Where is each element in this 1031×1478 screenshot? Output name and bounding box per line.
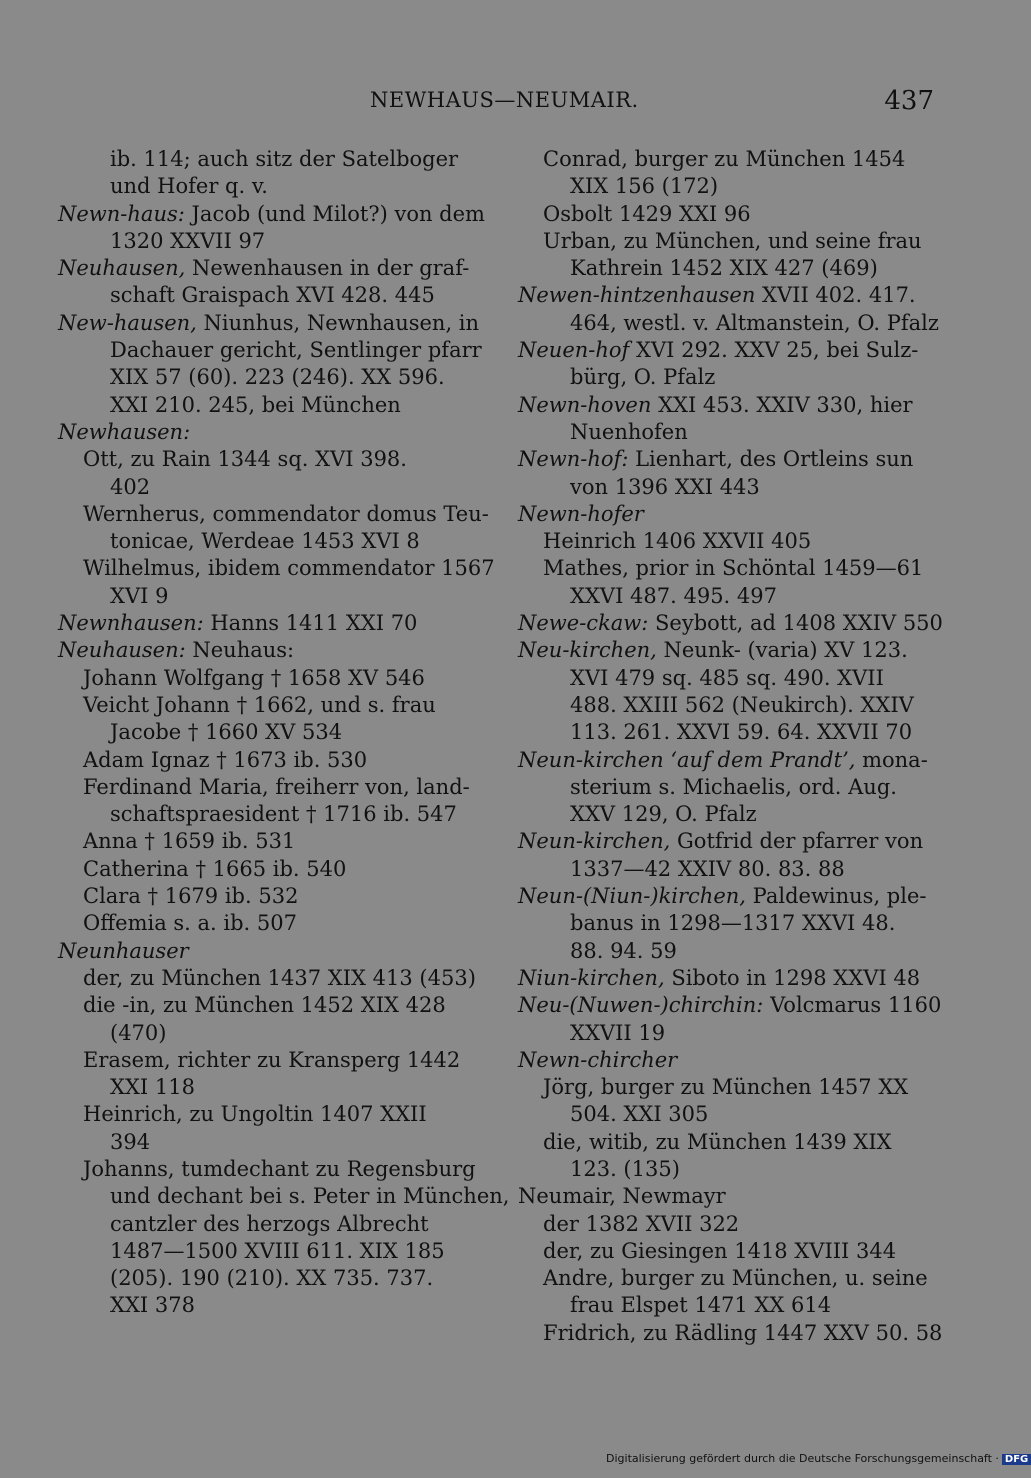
entry-text: (470) — [110, 1020, 167, 1045]
entry-text: Adam Ignaz † 1673 ib. 530 — [83, 747, 368, 772]
entry-text: Neumair, Newmayr — [518, 1184, 726, 1209]
index-line — [518, 774, 942, 801]
index-line — [518, 528, 942, 555]
entry-text: bürg, O. Pfalz — [570, 365, 716, 390]
entry-text: Hanns 1411 XXI 70 — [203, 611, 418, 636]
footer-text: Digitalisierung gefördert durch die Deutsche Forschungsgemeinschaft · — [606, 1452, 999, 1465]
entry-headword: Newe-ckaw: — [518, 611, 649, 636]
entry-text: schaftspraesident † 1716 ib. 547 — [110, 802, 457, 827]
entry-text: tonicae, Werdeae 1453 XVI 8 — [110, 529, 420, 554]
entry-text: 488. XXIII 562 (Neukirch). XXIV — [570, 692, 914, 717]
index-line — [518, 228, 942, 255]
index-line — [58, 228, 480, 255]
entry-text: Jacobe † 1660 XV 534 — [110, 720, 343, 745]
index-line — [58, 392, 480, 419]
entry-text: von 1396 XXI 443 — [570, 474, 760, 499]
entry-text: frau Elspet 1471 XX 614 — [570, 1293, 832, 1318]
index-line — [518, 801, 942, 828]
entry-text: ib. 114; auch sitz der Satelboger — [110, 147, 459, 171]
entry-text: Newenhausen in der graf- — [185, 256, 470, 281]
index-line — [518, 965, 942, 992]
index-line — [518, 501, 942, 528]
index-line — [58, 1156, 480, 1183]
entry-text: Dachauer gericht, Sentlinger pfarr — [110, 338, 482, 363]
entry-text: XXI 210. 245, bei München — [110, 392, 401, 417]
entry-text: XVI 292. XXV 25, bei Sulz- — [629, 338, 919, 363]
entry-headword: Neuhausen, — [58, 256, 186, 281]
index-line — [518, 610, 942, 637]
index-line — [58, 474, 480, 501]
entry-headword: Neuhausen: — [58, 638, 186, 663]
index-line — [518, 1211, 942, 1238]
entry-text: Clara † 1679 ib. 532 — [83, 884, 299, 909]
index-line — [58, 310, 480, 337]
index-line — [518, 828, 942, 855]
entry-text: (205). 190 (210). XX 735. 737. — [110, 1266, 434, 1291]
entry-text: 504. XXI 305 — [570, 1102, 709, 1127]
entry-text: Ferdinand Maria, freiherr von, land- — [83, 774, 470, 799]
index-line — [58, 364, 480, 391]
index-line — [58, 446, 480, 473]
entry-text: Urban, zu München, und seine frau — [543, 228, 922, 253]
index-line — [58, 774, 480, 801]
entry-text: Fridrich, zu Rädling 1447 XXV 50. 58 — [543, 1320, 943, 1345]
index-line — [518, 282, 942, 309]
index-line — [58, 419, 480, 446]
index-line — [58, 1074, 480, 1101]
entry-text: Erasem, richter zu Kransperg 1442 — [83, 1047, 461, 1072]
entry-text: der, zu München 1437 XIX 413 (453) — [83, 965, 476, 990]
index-line — [58, 610, 480, 637]
entry-text: Heinrich 1406 XXVII 405 — [543, 529, 812, 554]
index-line — [58, 255, 480, 282]
entry-text: Lienhart, des Ortleins sun — [628, 447, 914, 472]
entry-headword: Neuen-hof — [518, 338, 630, 363]
entry-headword: New-hausen, — [58, 310, 197, 335]
entry-text: Jörg, burger zu München 1457 XX — [543, 1075, 909, 1100]
entry-text: banus in 1298—1317 XXVI 48. — [570, 911, 896, 936]
entry-text: Gotfrid der pfarrer von — [670, 829, 924, 854]
index-line — [58, 1020, 480, 1047]
index-line — [518, 392, 942, 419]
entry-headword: Newn-hoven — [518, 392, 652, 417]
entry-text: Neuhaus: — [185, 638, 295, 663]
index-line — [518, 992, 942, 1019]
entry-text: der 1382 XVII 322 — [543, 1211, 740, 1236]
index-line — [518, 910, 942, 937]
right-column — [518, 146, 942, 1347]
footer-credit — [606, 1452, 1031, 1465]
entry-text: XXI 453. XXIV 330, hier — [651, 392, 913, 417]
entry-text: Volcmarus 1160 — [763, 993, 942, 1018]
entry-headword: Neun-kirchen, — [518, 829, 671, 854]
entry-headword: Neun-kirchen ‘auf dem Prandt’, — [518, 747, 856, 772]
index-line — [518, 1020, 942, 1047]
index-line — [58, 992, 480, 1019]
left-column — [58, 146, 510, 1320]
entry-text: Veicht Johann † 1662, und s. frau — [83, 692, 436, 717]
index-line — [58, 692, 480, 719]
entry-text: XXV 129, O. Pfalz — [570, 802, 757, 827]
index-line — [518, 1292, 942, 1319]
index-line — [518, 1265, 942, 1292]
entry-text: Anna † 1659 ib. 531 — [83, 829, 296, 854]
entry-headword: Newn-hofer — [518, 501, 644, 526]
index-line — [518, 364, 942, 391]
index-line — [58, 555, 495, 582]
index-line — [58, 146, 480, 173]
entry-text: Nuenhofen — [570, 419, 688, 444]
entry-headword: Neu-(Nuwen-)chirchin: — [518, 993, 764, 1018]
index-line — [518, 856, 942, 883]
index-line — [518, 474, 942, 501]
index-line — [518, 173, 942, 200]
entry-text: sterium s. Michaelis, ord. Aug. — [570, 774, 897, 799]
entry-text: XIX 156 (172) — [570, 174, 719, 199]
entry-text: schaft Graispach XVI 428. 445 — [110, 283, 435, 308]
entry-text: Neunk- (varia) XV 123. — [656, 638, 908, 663]
entry-headword: Newen-hintzenhausen — [518, 283, 756, 308]
running-title: NEWHAUS—NEUMAIR. — [370, 88, 639, 112]
entry-text: Andre, burger zu München, u. seine — [543, 1266, 928, 1291]
index-line — [58, 1238, 480, 1265]
entry-text: 1320 XXVII 97 — [110, 228, 266, 253]
entry-text: Johann Wolfgang † 1658 XV 546 — [83, 665, 425, 690]
index-line — [518, 146, 942, 173]
index-line — [518, 1074, 942, 1101]
index-line — [518, 1183, 942, 1210]
entry-headword: Neu-kirchen, — [518, 638, 657, 663]
entry-text: Siboto in 1298 XXVI 48 — [664, 965, 921, 990]
index-line — [58, 747, 480, 774]
index-line — [518, 665, 942, 692]
index-line — [518, 446, 942, 473]
entry-text: cantzler des herzogs Albrecht — [110, 1211, 429, 1236]
index-line — [58, 201, 485, 228]
entry-text: Offemia s. a. ib. 507 — [83, 911, 297, 936]
index-line — [518, 1101, 942, 1128]
entry-text: Heinrich, zu Ungoltin 1407 XXII — [83, 1102, 427, 1127]
entry-text: 464, westl. v. Altmanstein, O. Pfalz — [570, 310, 939, 335]
entry-text: Kathrein 1452 XIX 427 (469) — [570, 256, 878, 281]
index-line — [58, 801, 480, 828]
index-line — [518, 555, 942, 582]
entry-text: XVII 402. 417. — [755, 283, 916, 308]
entry-text: XXVII 19 — [570, 1020, 666, 1045]
index-line — [58, 1047, 480, 1074]
index-line — [518, 692, 942, 719]
index-line — [58, 665, 480, 692]
index-line — [58, 501, 489, 528]
index-line — [518, 583, 942, 610]
entry-headword: Newhausen: — [58, 419, 191, 444]
entry-text: 113. 261. XXVI 59. 64. XXVII 70 — [570, 720, 913, 745]
index-line — [518, 1156, 942, 1183]
index-line — [518, 747, 942, 774]
entry-text: 123. (135) — [570, 1156, 680, 1181]
entry-text: der, zu Giesingen 1418 XVIII 344 — [543, 1238, 897, 1263]
entry-headword: Newn-haus: — [58, 201, 185, 226]
index-line — [58, 1265, 480, 1292]
entry-text: 1337—42 XXIV 80. 83. 88 — [570, 856, 845, 881]
index-line — [58, 337, 480, 364]
index-line — [518, 1238, 942, 1265]
index-line — [58, 637, 480, 664]
entry-text: Seybott, ad 1408 XXIV 550 — [648, 611, 943, 636]
entry-text: XXI 378 — [110, 1293, 195, 1318]
index-line — [58, 173, 480, 200]
page-header — [0, 86, 1000, 126]
entry-text: XVI 479 sq. 485 sq. 490. XVII — [570, 665, 884, 690]
index-line — [58, 938, 480, 965]
entry-text: 402 — [110, 474, 151, 499]
index-line — [518, 310, 942, 337]
index-line — [518, 1320, 942, 1347]
entry-headword: Neun-(Niun-)kirchen, — [518, 884, 746, 909]
index-line — [58, 1129, 480, 1156]
index-line — [518, 1047, 942, 1074]
entry-text: 88. 94. 59 — [570, 938, 677, 963]
entry-text: 1487—1500 XVIII 611. XIX 185 — [110, 1238, 445, 1263]
index-line — [58, 883, 480, 910]
entry-headword: Niun-kirchen, — [518, 965, 665, 990]
dfg-logo: DFG — [1002, 1454, 1031, 1465]
index-line — [518, 938, 942, 965]
index-line — [58, 856, 480, 883]
index-line — [58, 965, 480, 992]
entry-text: Wernherus, commendator domus Teu- — [83, 501, 489, 526]
index-line — [58, 1183, 510, 1210]
index-line — [58, 828, 480, 855]
index-line — [58, 910, 480, 937]
index-line — [518, 1129, 942, 1156]
entry-headword: Newn-hof: — [518, 447, 629, 472]
page-number: 437 — [884, 86, 934, 116]
entry-text: die, witib, zu München 1439 XIX — [543, 1129, 892, 1154]
entry-text: und dechant bei s. Peter in München, — [110, 1184, 510, 1209]
entry-text: Osbolt 1429 XXI 96 — [543, 201, 751, 226]
entry-text: Johanns, tumdechant zu Regensburg — [83, 1156, 476, 1181]
index-line — [58, 282, 480, 309]
index-line — [58, 719, 480, 746]
entry-text: XXI 118 — [110, 1075, 195, 1100]
entry-text: die -in, zu München 1452 XIX 428 — [83, 993, 446, 1018]
entry-headword: Newn-chircher — [518, 1047, 678, 1072]
entry-headword: Newnhausen: — [58, 611, 204, 636]
entry-text: Ott, zu Rain 1344 sq. XVI 398. — [83, 447, 407, 472]
entry-text: XVI 9 — [110, 583, 169, 608]
entry-text: Wilhelmus, ibidem commendator 1567 — [83, 556, 495, 581]
index-line — [518, 637, 942, 664]
entry-headword: Neunhauser — [58, 938, 189, 963]
index-line — [518, 337, 942, 364]
index-line — [518, 883, 942, 910]
entry-text: XXVI 487. 495. 497 — [570, 583, 777, 608]
index-line — [58, 528, 480, 555]
index-line — [58, 1211, 480, 1238]
entry-text: Conrad, burger zu München 1454 — [543, 147, 906, 171]
index-line — [58, 1101, 480, 1128]
entry-text: XIX 57 (60). 223 (246). XX 596. — [110, 365, 445, 390]
entry-text: Catherina † 1665 ib. 540 — [83, 856, 347, 881]
entry-text: Jacob (und Milot?) von dem — [184, 201, 485, 226]
entry-text: 394 — [110, 1129, 151, 1154]
entry-text: Niunhus, Newnhausen, in — [196, 310, 480, 335]
index-line — [58, 583, 480, 610]
entry-text: Paldewinus, ple- — [745, 884, 927, 909]
index-line — [58, 1292, 480, 1319]
index-line — [518, 255, 942, 282]
entry-text: Mathes, prior in Schöntal 1459—61 — [543, 556, 924, 581]
index-line — [518, 201, 942, 228]
entry-text: mona- — [855, 747, 928, 772]
index-line — [518, 719, 942, 746]
entry-text: und Hofer q. v. — [110, 174, 268, 199]
index-line — [518, 419, 942, 446]
